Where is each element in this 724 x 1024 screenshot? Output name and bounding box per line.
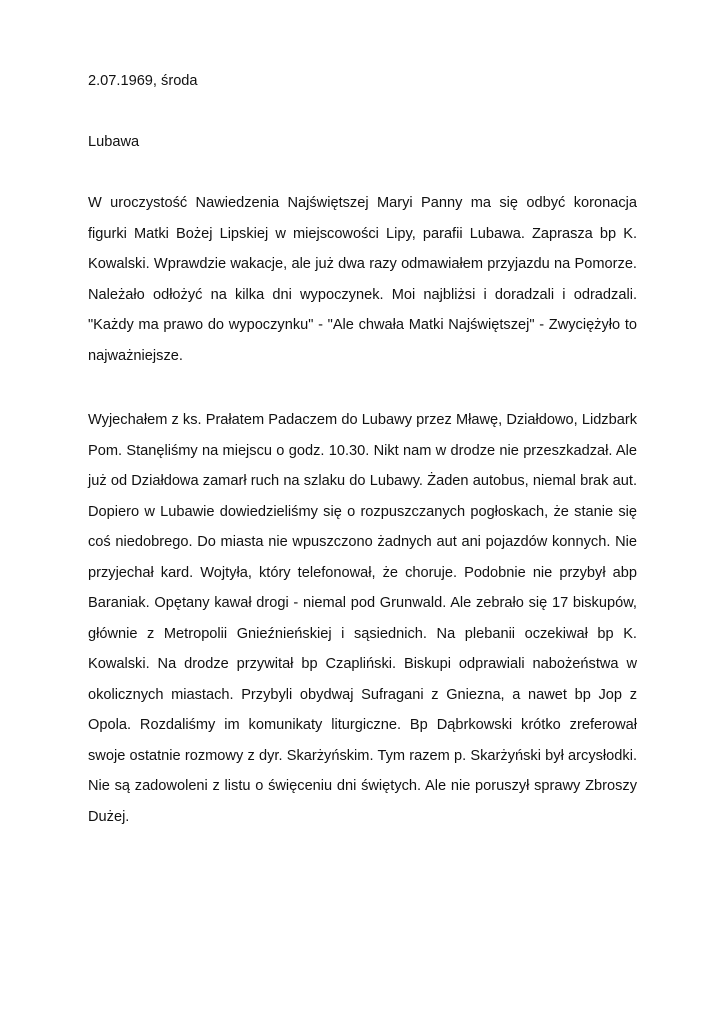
entry-date-text: 2.07.1969, środa — [88, 73, 198, 89]
entry-place-text: Lubawa — [88, 134, 140, 150]
paragraph-1-text: W uroczystość Nawiedzenia Najświętszej Maryi Panny ma się odbyć koronacja figurki Matki Bożej Lipskiej w miejscowości Lipy, parafii Lubawa. Zaprasza bp K. Kowalski. Wprawdzie wakacje, ale już dwa razy odmawiałem przyjazdu na Pomorze. Należało odłożyć na kilka dni wypoczynek. Moi najbliżsi i doradzali i odradzali. "Każdy ma prawo do wypoczynku" - "Ale chwała Matki Najświętszej" - Zwyciężyło to najważniejsze. — [88, 195, 637, 364]
entry-date — [88, 66, 637, 97]
entry-place — [88, 127, 637, 158]
paragraph-2 — [88, 405, 637, 832]
paragraph-1 — [88, 188, 637, 371]
paragraph-2-text: Wyjechałem z ks. Prałatem Padaczem do Lubawy przez Mławę, Działdowo, Lidzbark Pom. Stanęliśmy na miejscu o godz. 10.30. Nikt nam w drodze nie przeszkadzał. Ale już od Działdowa zamarł ruch na szlaku do Lubawy. Żaden autobus, niemal brak aut. Dopiero w Lubawie dowiedzieliśmy się o rozpuszczanych pogłoskach, że stanie się coś niedobrego. Do miasta nie wpuszczono żadnych aut ani pojazdów konnych. Nie przyjechał kard. Wojtyła, który telefonował, że choruje. Podobnie nie przybył abp Baraniak. Opętany kawał drogi - niemal pod Grunwald. Ale zebrało się 17 biskupów, głównie z Metropolii Gnieźnieńskiej i sąsiednich. Na plebanii oczekiwał bp K. Kowalski. Na drodze przywitał bp Czapliński. Biskupi odprawiali nabożeństwa w okolicznych miastach. Przybyli obydwaj Sufragani z Gniezna, a nawet bp Jop z Opola. Rozdaliśmy im komunikaty liturgiczne. Bp Dąbrkowski krótko zreferował swoje ostatnie rozmowy z dyr. Skarżyńskim. Tym razem p. Skarżyński był arcysłodki. Nie są zadowoleni z listu o święceniu dni świętych. Ale nie poruszył sprawy Zbroszy Dużej. — [88, 412, 637, 825]
